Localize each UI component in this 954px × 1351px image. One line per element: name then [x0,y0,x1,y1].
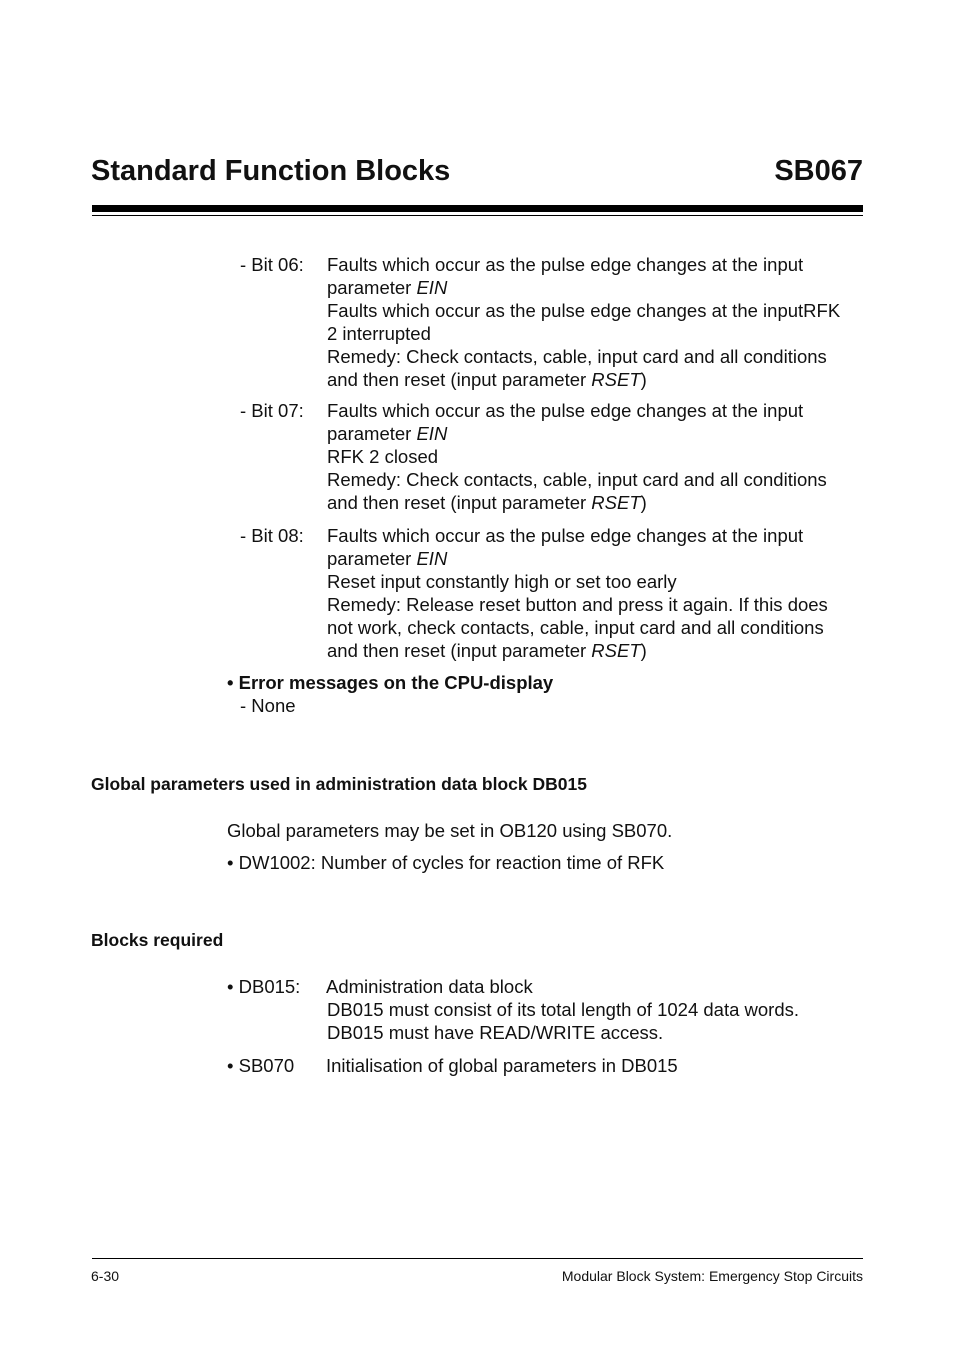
bit-line: and then reset (input parameter RSET) [327,369,647,390]
page-title: Standard Function Blocks [91,155,451,187]
global-params-heading: Global parameters used in administration data block DB015 [91,774,587,794]
block-line: DB015 must consist of its total length of 1024 data words. [327,999,800,1020]
footer-rule [92,1258,863,1259]
header-rule-thick [92,205,863,212]
page-number: 6-30 [91,1268,120,1284]
manual-title: Modular Block System: Emergency Stop Circuits [561,1268,863,1284]
bit-line: not work, check contacts, cable, input card and all conditions [327,617,824,638]
bit-line: and then reset (input parameter RSET) [327,492,647,513]
bit-06-text [327,253,867,391]
block-sb070-label: • SB070 [227,1055,295,1076]
bit-line: 2 interrupted [327,323,431,344]
bit-08-text [327,524,867,662]
block-db015-text [326,975,799,1044]
bit-line: Remedy: Check contacts, cable, input card and all conditions [327,469,827,490]
bit-07-label: - Bit 07: [240,400,304,421]
bit-line: Faults which occur as the pulse edge changes at the input [327,525,804,546]
bit-line: Remedy: Check contacts, cable, input card and all conditions [327,346,827,367]
block-line: Administration data block [326,976,533,997]
bit-line: Faults which occur as the pulse edge changes at the input [327,254,804,275]
bit-07-text [327,399,867,514]
global-params-intro: Global parameters may be set in OB120 using SB070. [227,820,673,841]
cpu-display-item: - None [240,695,296,716]
cpu-display-heading: • Error messages on the CPU-display [227,672,554,693]
block-line: DB015 must have READ/WRITE access. [327,1022,664,1043]
bit-line: Reset input constantly high or set too early [327,571,677,592]
bit-line: Remedy: Release reset button and press it again. If this does [327,594,828,615]
bit-line: parameter EIN [327,277,448,298]
bit-line: and then reset (input parameter RSET) [327,640,647,661]
bit-line: RFK 2 closed [327,446,439,467]
bit-line: parameter EIN [327,548,448,569]
block-code: SB067 [774,155,863,187]
bit-line: Faults which occur as the pulse edge changes at the input [327,400,804,421]
bit-line: parameter EIN [327,423,448,444]
bit-06-label: - Bit 06: [240,254,304,275]
global-params-bullet: • DW1002: Number of cycles for reaction time of RFK [227,852,665,873]
block-sb070-text: Initialisation of global parameters in DB015 [326,1055,678,1076]
block-db015-label: • DB015: [227,976,301,997]
blocks-required-heading: Blocks required [91,930,224,950]
bit-line: Faults which occur as the pulse edge changes at the inputRFK [327,300,841,321]
bit-08-label: - Bit 08: [240,525,304,546]
header-rule-thin [92,215,863,216]
